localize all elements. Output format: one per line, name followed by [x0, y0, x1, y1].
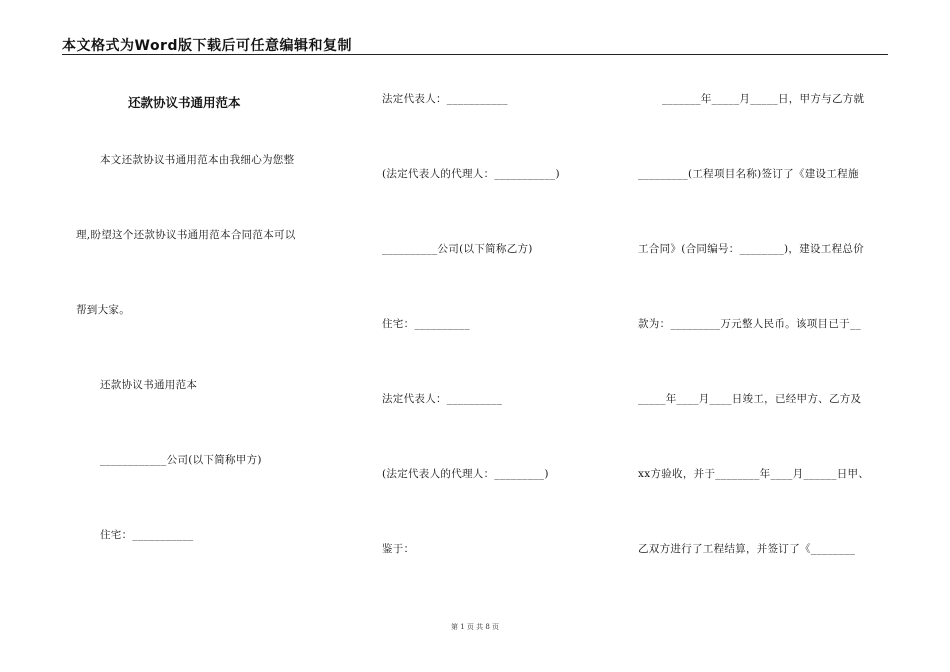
- paragraph-line: 帮到大家。: [76, 304, 130, 316]
- paragraph-line: _________(工程项目名称)签订了《建设工程施: [638, 168, 859, 180]
- paragraph-line: _______年_____月_____日，甲方与乙方就: [662, 93, 865, 105]
- paragraph-line: 住宅：__________: [382, 318, 470, 330]
- paragraph-line: _____年____月____日竣工，已经甲方、乙方及: [638, 393, 862, 405]
- page-number: 第 1 页 共 8 页: [450, 623, 500, 631]
- paragraph-line: (法定代表人的代理人：___________): [382, 168, 560, 180]
- paragraph-line: 还款协议书通用范本: [100, 379, 198, 391]
- header-title: 本文格式为Word版下载后可任意编辑和复制: [62, 38, 352, 54]
- paragraph-line: ____________公司(以下简称甲方): [100, 454, 262, 466]
- paragraph-line: (法定代表人的代理人：_________): [382, 468, 549, 480]
- paragraph-line: 法定代表人：__________: [382, 393, 503, 405]
- paragraph-line: xx方验收，并于________年____月______日甲、: [638, 468, 870, 480]
- paragraph-line: 鉴于：: [382, 543, 415, 555]
- paragraph-line: 款为：_________万元整人民币。该项目已于__: [638, 318, 862, 330]
- paragraph-line: __________公司(以下简称乙方): [382, 243, 533, 255]
- paragraph-line: 本文还款协议书通用范本由我细心为您整: [100, 154, 295, 166]
- paragraph-line: 住宅：___________: [100, 529, 194, 541]
- paragraph-line: 乙双方进行了工程结算，并签订了《________: [638, 543, 856, 555]
- document-title: 还款协议书通用范本: [128, 95, 241, 110]
- paragraph-line: 理,盼望这个还款协议书通用范本合同范本可以: [76, 229, 296, 241]
- paragraph-line: 法定代表人：___________: [382, 93, 508, 105]
- paragraph-line: 工合同》(合同编号：________)，建设工程总价: [638, 243, 864, 255]
